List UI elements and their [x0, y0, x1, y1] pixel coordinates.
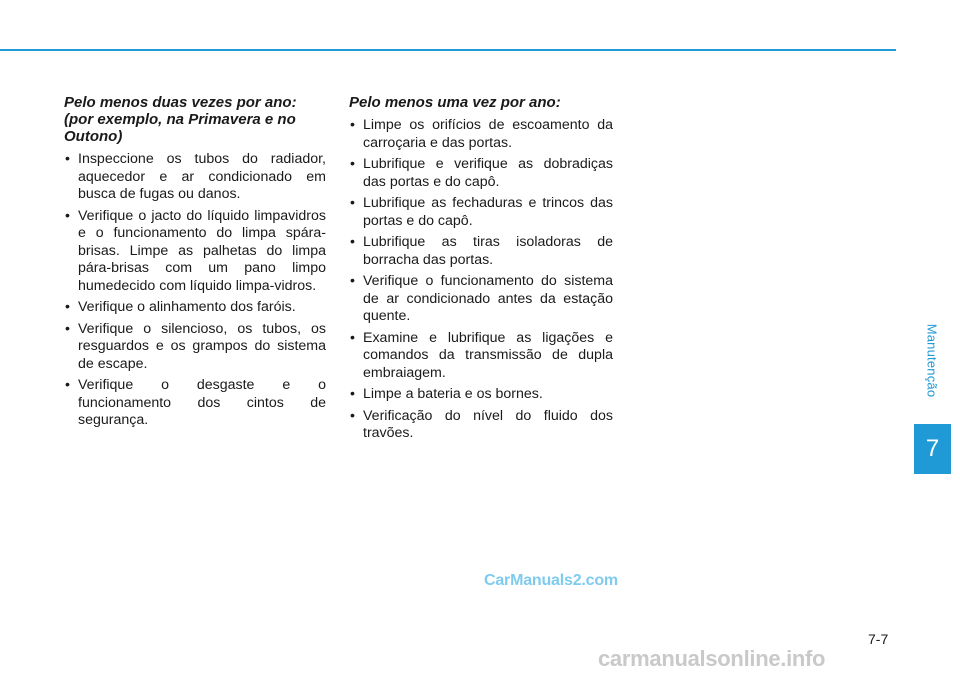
bullet: •: [65, 320, 70, 337]
list-item-text: Verificação do nível do fluido dos travões.: [363, 407, 613, 441]
bullet: •: [350, 386, 355, 402]
list-item: [64, 377, 326, 430]
list-item: [64, 151, 326, 204]
list-item-text: Verifique o desgaste e o funcionamento dos cintos de segurança.: [78, 377, 326, 428]
chapter-side-label: [917, 300, 947, 420]
list-item-text: Inspeccione os tubos do radiador, aquecedor e ar condicionado em busca de fugas ou danos.: [78, 151, 326, 202]
list-item: [64, 299, 326, 317]
list-item-text: Examine e lubrifique as ligações e comandos da transmissão de dupla embraiagem.: [363, 329, 613, 381]
list-item-text: Lubrifique as tiras isoladoras de borracha das portas.: [363, 234, 613, 268]
list-item: [349, 117, 613, 152]
bullet: •: [65, 151, 70, 167]
header-rule: [0, 49, 896, 51]
chapter-tab: [914, 424, 951, 474]
checklist: [349, 117, 613, 443]
bullet: •: [65, 377, 70, 393]
list-item-text: Limpe a bateria e os bornes.: [363, 386, 543, 402]
list-item-text: Verifique o silencioso, os tubos, os resguardos e os grampos do sistema de escape.: [78, 320, 326, 372]
bullet: •: [350, 234, 355, 250]
page-number: 7-7: [868, 631, 889, 647]
list-item: [349, 386, 613, 404]
list-item-text: Limpe os orifícios de escoamento da carroçaria e das portas.: [363, 117, 613, 151]
list-item: [349, 408, 613, 443]
list-item: [349, 234, 613, 269]
list-item-text: Lubrifique e verifique as dobradiças das portas e do capô.: [363, 156, 613, 190]
bullet: •: [350, 156, 355, 172]
chapter-number: 7: [925, 435, 940, 462]
list-item-text: Verifique o funcionamento do sistema de ar condicionado antes da estação quente.: [363, 273, 613, 324]
bullet: •: [350, 195, 355, 211]
bullet: •: [65, 299, 70, 315]
list-item: [349, 156, 613, 191]
list-item: [349, 273, 613, 326]
maintenance-section-yearly: [349, 94, 613, 447]
list-item: [64, 208, 326, 296]
list-item-text: Verifique o alinhamento dos faróis.: [78, 299, 296, 315]
list-item: [349, 195, 613, 230]
chapter-title: Manutenção: [924, 323, 940, 397]
bullet: •: [65, 207, 70, 224]
list-item: [349, 330, 613, 383]
list-item-text: Lubrifique as fechaduras e trincos das portas e do capô.: [363, 195, 613, 229]
list-item-text: Verifique o jacto do líquido limpavidros e o funcionamento do limpa spára-brisas. Limpe as palhetas do limpa pára-brisas com um pano limpo humedecido com líquido limpa-vidros.: [78, 207, 326, 294]
list-item: [64, 321, 326, 374]
bullet: •: [350, 117, 355, 133]
bullet: •: [350, 329, 355, 346]
footer-watermark: carmanualsonline.info: [598, 646, 826, 671]
bullet: •: [350, 273, 355, 289]
bullet: •: [350, 407, 355, 424]
section-heading: Pelo menos duas vezes por ano: (por exemplo, na Primavera e no Outono): [64, 94, 297, 145]
maintenance-section-twice-yearly: [64, 94, 326, 434]
section-heading: Pelo menos uma vez por ano:: [349, 94, 561, 111]
checklist: [64, 151, 326, 430]
watermark-link[interactable]: CarManuals2.com: [484, 572, 618, 589]
